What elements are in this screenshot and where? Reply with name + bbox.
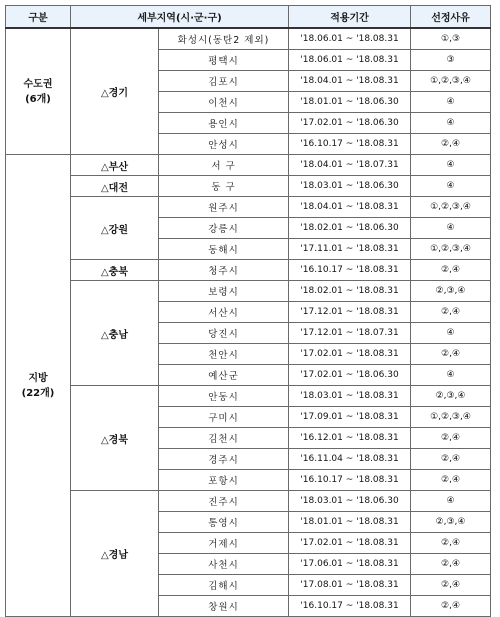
period-cell: '17.02.01 ~ '18.06.30 [289, 113, 411, 134]
period-cell: '16.11.04 ~ '18.08.31 [289, 449, 411, 470]
city-cell: 원주시 [159, 197, 289, 218]
city-cell: 포항시 [159, 470, 289, 491]
reason-cell: ①,②,③,④ [411, 239, 491, 260]
period-cell: '18.01.01 ~ '18.06.30 [289, 92, 411, 113]
reason-cell: ②,④ [411, 596, 491, 617]
period-cell: '16.10.17 ~ '18.08.31 [289, 470, 411, 491]
period-cell: '18.01.01 ~ '18.08.31 [289, 512, 411, 533]
reason-cell: ④ [411, 218, 491, 239]
city-cell: 화성시(동탄2 제외) [159, 28, 289, 50]
province-cell: △충남 [71, 281, 159, 386]
period-cell: '17.02.01 ~ '18.08.31 [289, 344, 411, 365]
reason-cell: ③ [411, 50, 491, 71]
reason-cell: ②,④ [411, 260, 491, 281]
reason-cell: ②,③,④ [411, 512, 491, 533]
city-cell: 당진시 [159, 323, 289, 344]
province-cell: △부산 [71, 155, 159, 176]
table-row [6, 197, 491, 218]
period-cell: '17.02.01 ~ '18.08.31 [289, 533, 411, 554]
reason-cell: ④ [411, 92, 491, 113]
period-cell: '18.06.01 ~ '18.08.31 [289, 50, 411, 71]
city-cell: 청주시 [159, 260, 289, 281]
group-count: (22개) [21, 387, 55, 399]
period-cell: '18.04.01 ~ '18.08.31 [289, 197, 411, 218]
period-cell: '17.08.01 ~ '18.08.31 [289, 575, 411, 596]
reason-cell: ④ [411, 155, 491, 176]
reason-cell: ②,④ [411, 470, 491, 491]
city-cell: 평택시 [159, 50, 289, 71]
period-cell: '17.02.01 ~ '18.06.30 [289, 365, 411, 386]
reason-cell: ①,②,③,④ [411, 71, 491, 92]
header-row [6, 6, 491, 29]
period-cell: '17.09.01 ~ '18.08.31 [289, 407, 411, 428]
province-cell: △대전 [71, 176, 159, 197]
table-row [6, 28, 491, 50]
reason-cell: ②,③,④ [411, 281, 491, 302]
period-cell: '18.03.01 ~ '18.06.30 [289, 491, 411, 512]
reason-cell: ④ [411, 176, 491, 197]
city-cell: 이천시 [159, 92, 289, 113]
city-cell: 사천시 [159, 554, 289, 575]
province-cell: △충북 [71, 260, 159, 281]
city-cell: 동 구 [159, 176, 289, 197]
period-cell: '17.12.01 ~ '18.07.31 [289, 323, 411, 344]
province-cell: △경남 [71, 491, 159, 617]
city-cell: 통영시 [159, 512, 289, 533]
reason-cell: ②,④ [411, 449, 491, 470]
period-cell: '18.03.01 ~ '18.08.31 [289, 386, 411, 407]
city-cell: 예산군 [159, 365, 289, 386]
reason-cell: ②,④ [411, 428, 491, 449]
period-cell: '18.06.01 ~ '18.08.31 [289, 28, 411, 50]
period-cell: '17.11.01 ~ '18.08.31 [289, 239, 411, 260]
designation-table [5, 5, 491, 617]
period-cell: '18.03.01 ~ '18.06.30 [289, 176, 411, 197]
reason-cell: ④ [411, 113, 491, 134]
city-cell: 보령시 [159, 281, 289, 302]
period-cell: '18.04.01 ~ '18.08.31 [289, 71, 411, 92]
header-region: 세부지역(시·군·구) [71, 6, 289, 29]
city-cell: 창원시 [159, 596, 289, 617]
reason-cell: ②,④ [411, 302, 491, 323]
period-cell: '16.10.17 ~ '18.08.31 [289, 596, 411, 617]
city-cell: 김천시 [159, 428, 289, 449]
table-row [6, 155, 491, 176]
table-row [6, 386, 491, 407]
period-cell: '18.04.01 ~ '18.07.31 [289, 155, 411, 176]
city-cell: 김해시 [159, 575, 289, 596]
reason-cell: ②,③,④ [411, 386, 491, 407]
period-cell: '16.10.17 ~ '18.08.31 [289, 134, 411, 155]
group-cell [6, 155, 71, 617]
reason-cell: ②,④ [411, 344, 491, 365]
city-cell: 강릉시 [159, 218, 289, 239]
period-cell: '16.10.17 ~ '18.08.31 [289, 260, 411, 281]
reason-cell: ①,③ [411, 28, 491, 50]
reason-cell: ②,④ [411, 533, 491, 554]
table-row [6, 491, 491, 512]
reason-cell: ②,④ [411, 554, 491, 575]
city-cell: 동해시 [159, 239, 289, 260]
period-cell: '17.12.01 ~ '18.08.31 [289, 302, 411, 323]
table-row [6, 281, 491, 302]
header-category: 구분 [6, 6, 71, 29]
city-cell: 용인시 [159, 113, 289, 134]
city-cell: 안성시 [159, 134, 289, 155]
period-cell: '18.02.01 ~ '18.06.30 [289, 218, 411, 239]
table-row [6, 260, 491, 281]
city-cell: 서 구 [159, 155, 289, 176]
reason-cell: ④ [411, 365, 491, 386]
header-period: 적용기간 [289, 6, 411, 29]
city-cell: 구미시 [159, 407, 289, 428]
period-cell: '18.02.01 ~ '18.08.31 [289, 281, 411, 302]
province-cell: △경북 [71, 386, 159, 491]
city-cell: 서산시 [159, 302, 289, 323]
reason-cell: ②,④ [411, 134, 491, 155]
period-cell: '16.12.01 ~ '18.08.31 [289, 428, 411, 449]
group-count: (6개) [25, 93, 51, 105]
province-cell: △경기 [71, 28, 159, 155]
group-name: 지방 [28, 372, 48, 384]
reason-cell: ④ [411, 491, 491, 512]
city-cell: 김포시 [159, 71, 289, 92]
group-cell [6, 28, 71, 155]
city-cell: 천안시 [159, 344, 289, 365]
city-cell: 안동시 [159, 386, 289, 407]
table-row [6, 176, 491, 197]
reason-cell: ①,②,③,④ [411, 197, 491, 218]
province-cell: △강원 [71, 197, 159, 260]
group-name: 수도권 [23, 78, 53, 90]
reason-cell: ①,②,③,④ [411, 407, 491, 428]
period-cell: '17.06.01 ~ '18.08.31 [289, 554, 411, 575]
city-cell: 거제시 [159, 533, 289, 554]
city-cell: 진주시 [159, 491, 289, 512]
table-body [6, 28, 491, 617]
reason-cell: ②,④ [411, 575, 491, 596]
reason-cell: ④ [411, 323, 491, 344]
header-reason: 선정사유 [411, 6, 491, 29]
city-cell: 경주시 [159, 449, 289, 470]
